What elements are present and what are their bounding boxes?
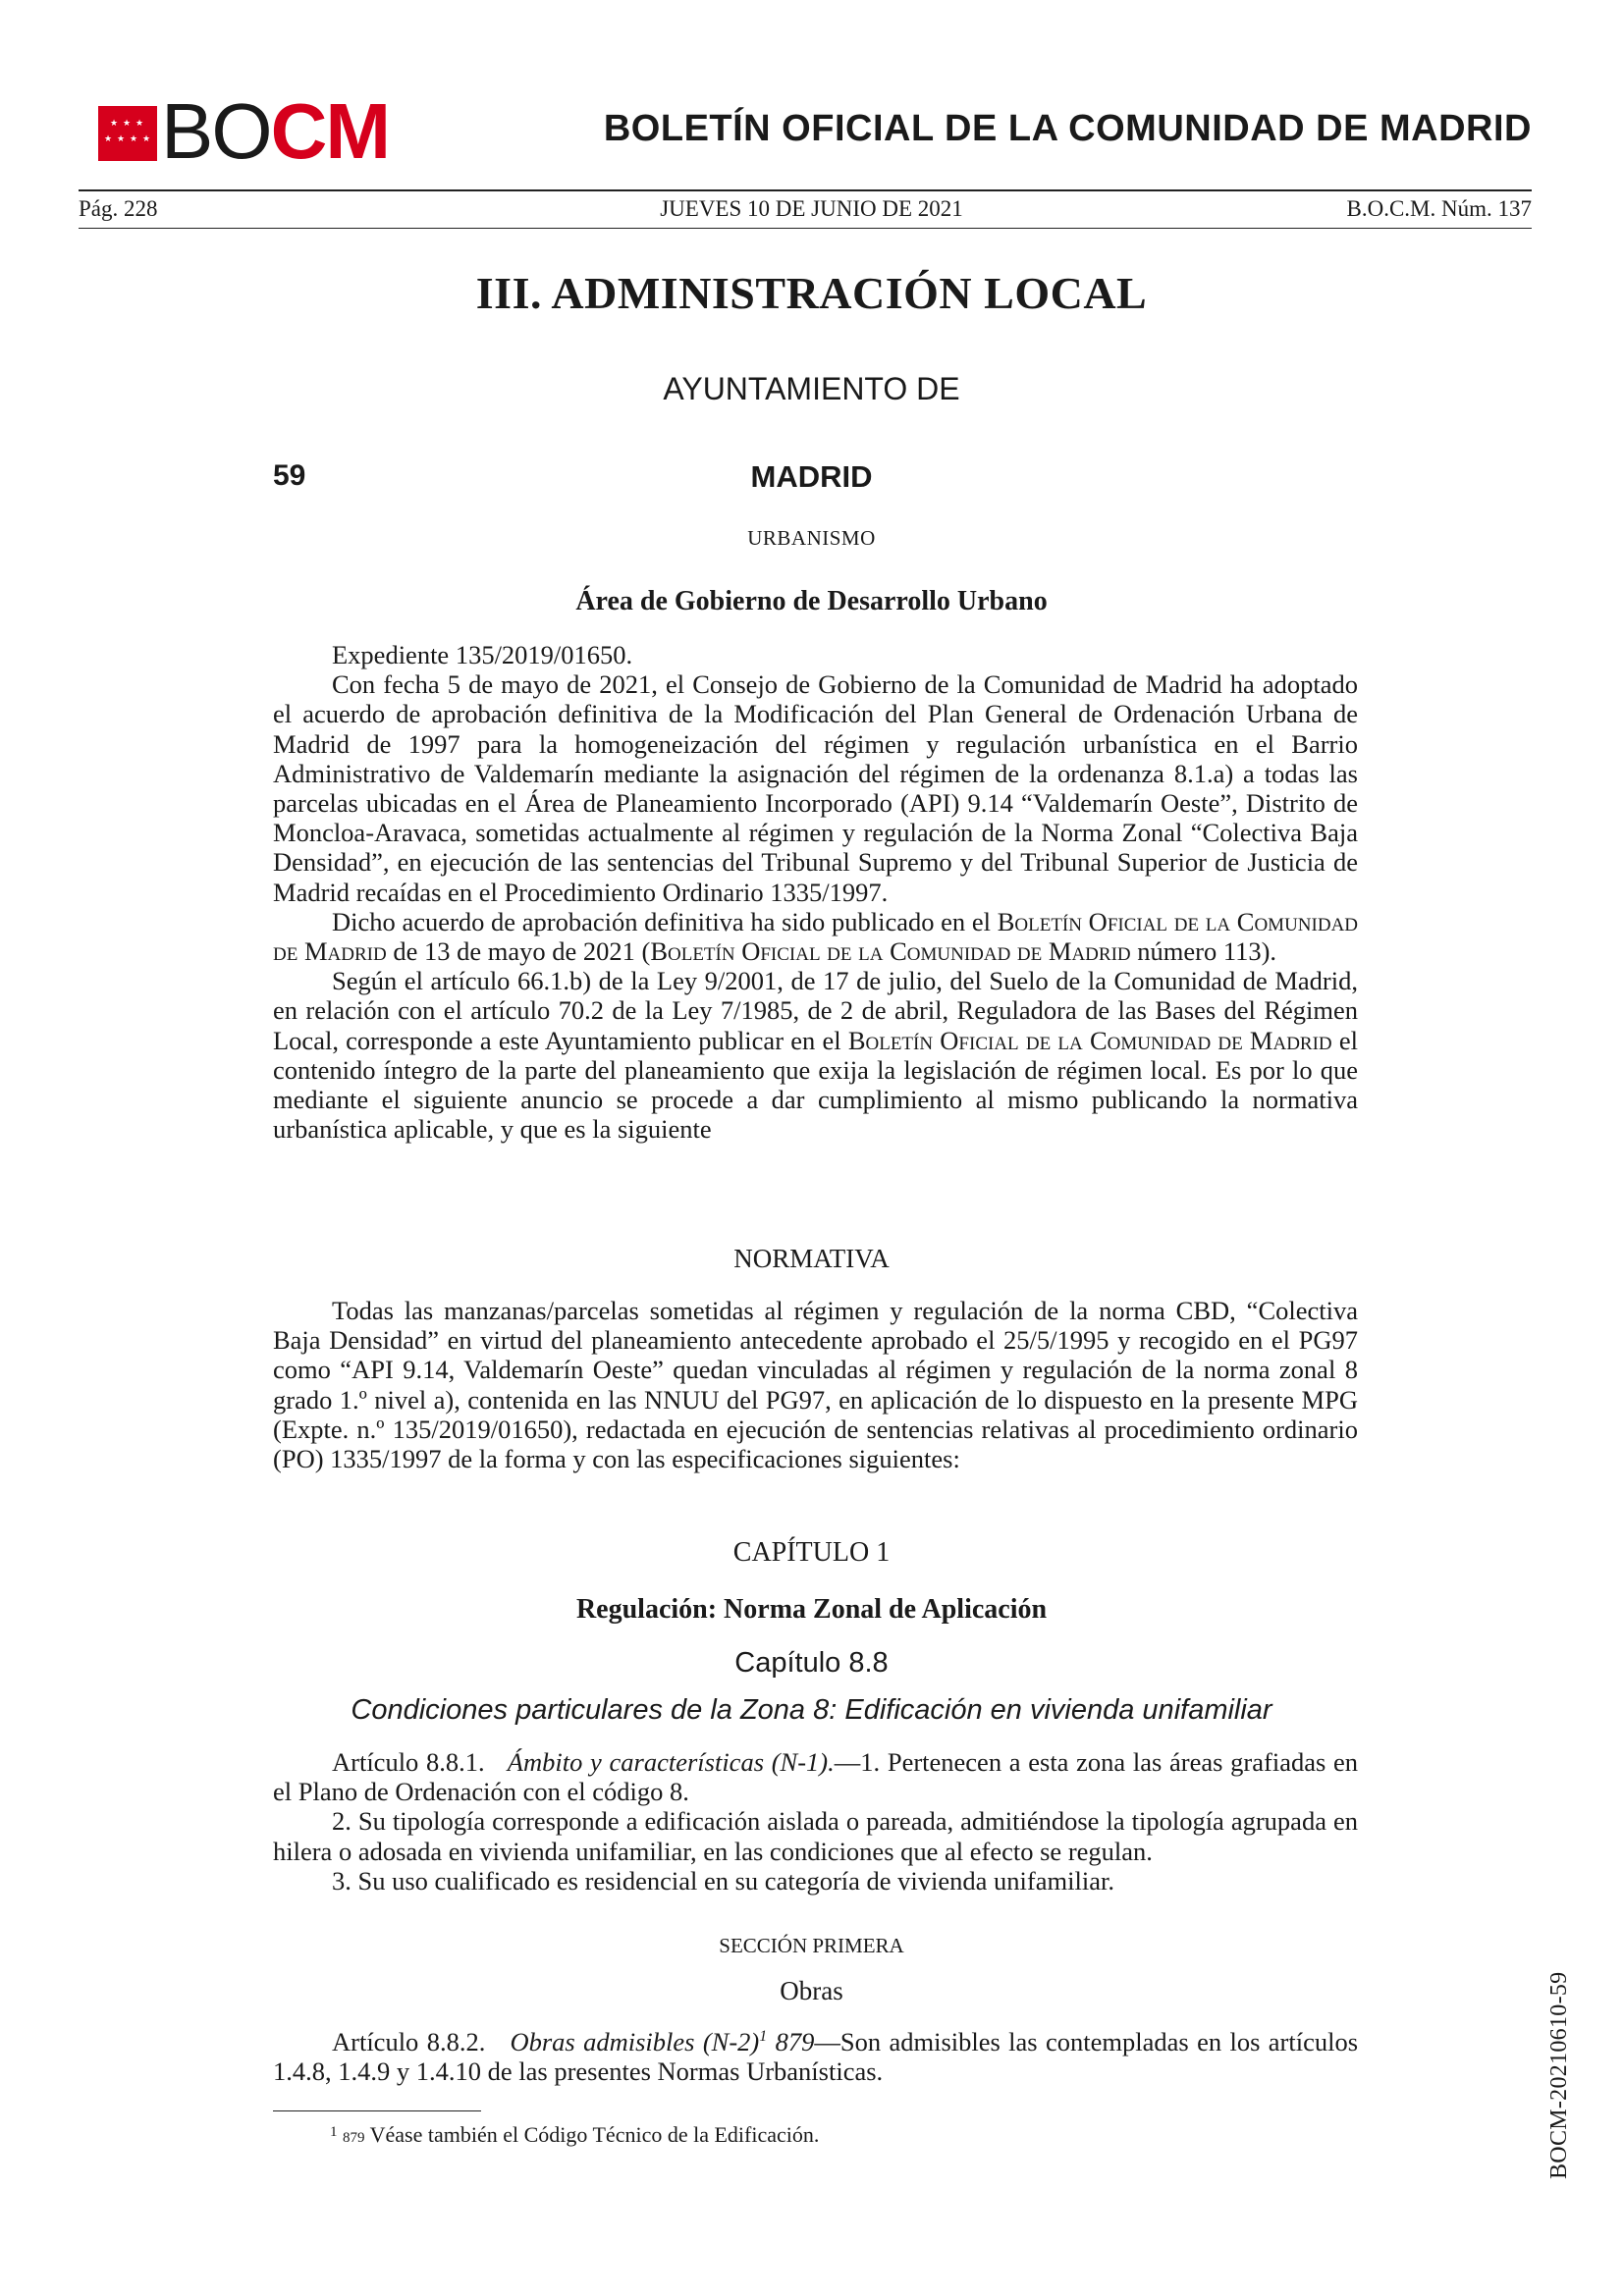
- city-name: MADRID: [750, 459, 873, 494]
- intro-paragraph-1: Con fecha 5 de mayo de 2021, el Consejo de Gobierno de la Comunidad de Madrid ha adoptado el acuerdo de aprobación definitiva de la Modificación del Plan General de Ordenación Urbana de Madrid de 1997 para la homogeneización del régimen y regulación urbanística en el Barrio Administrativo de Valdemarín mediante la asignación del régimen de la ordenanza 8.1.a) a todas las parcelas ubicadas en el Área de Planeamiento Incorporado (API) 9.14 “Valdemarín Oeste”, Distrito de Moncloa-Aravaca, sometidas actualmente al régimen y regulación de la Norma Zonal “Colectiva Baja Densidad”, en ejecución de las sentencias del Tribunal Supremo y del Tribunal Superior de Justicia de Madrid recaídas en el Procedimiento Ordinario 1335/1997.: [273, 669, 1358, 907]
- page-number: Pág. 228: [79, 196, 158, 221]
- article-8-8-2: [273, 2027, 1358, 2086]
- madrid-flag-icon: ★ ★ ★ ★ ★ ★ ★: [98, 106, 157, 161]
- header-rule-bottom: [79, 228, 1532, 229]
- article-1-paragraph-1: Artículo 8.8.1. Ámbito y características (N-1).—1. Pertenecen a esta zona las áreas grafiadas en el Plano de Ordenación con el código 8.: [273, 1747, 1358, 1807]
- subchapter-title: Condiciones particulares de la Zona 8: Edificación en vivienda unifamiliar: [351, 1694, 1272, 1726]
- article-2-paragraph: Artículo 8.8.2. Obras admisibles $(N-2)^1$ 879—Son admisibles las contempladas en los artículos 1.4.8, 1.4.9 y 1.4.10 de las presentes Normas Urbanísticas.: [273, 2027, 1359, 2087]
- area-heading: Área de Gobierno de Desarrollo Urbano: [575, 586, 1048, 616]
- seccion-label: SECCIÓN PRIMERA: [719, 1934, 904, 1957]
- normativa-paragraph: Todas las manzanas/parcelas sometidas al régimen y regulación de la norma CBD, “Colectiva Baja Densidad” en virtud del planeamiento antecedente aprobado el 25/5/1995 y recogido en el PG97 como “API 9.14, Valdemarín Oeste” quedan vinculadas al régimen y regulación de la norma zonal 8 grado 1.º nivel a), contenida en las NNUU del PG97, en aplicación de lo dispuesto en la presente MPG (Expte. n.º 135/2019/01650), redactada en ejecución de sentencias relativas al procedimiento ordinario (PO) 1335/1997 de la forma y con las especificaciones siguientes:: [273, 1296, 1358, 1474]
- bocm-logo: [98, 87, 393, 175]
- department-label: URBANISMO: [747, 526, 876, 550]
- footnote: $^1$ 879 Véase también el Código Técnico de la Edificación.: [330, 2122, 820, 2147]
- subchapter-label: Capítulo 8.8: [734, 1647, 889, 1679]
- footnote-ref[interactable]: 1: [759, 2028, 768, 2046]
- intro-text: [273, 640, 1358, 1144]
- section-title: III. ADMINISTRACIÓN LOCAL: [475, 268, 1148, 318]
- article-1-paragraph-3: 3. Su uso cualificado es residencial en su categoría de vivienda unifamiliar.: [332, 1865, 1114, 1896]
- normativa-title: NORMATIVA: [733, 1244, 890, 1273]
- article-8-8-1: [273, 1747, 1358, 1896]
- footnote-rule: [273, 2110, 481, 2111]
- entry-number: 59: [273, 459, 306, 492]
- normativa-text: [273, 1296, 1358, 1473]
- document-code: BOCM-20210610-59: [1546, 1971, 1572, 2179]
- issue-number: B.O.C.M. Núm. 137: [1346, 196, 1532, 221]
- chapter-title: Regulación: Norma Zonal de Aplicación: [575, 1594, 1048, 1625]
- chapter-label: CAPÍTULO 1: [732, 1537, 891, 1568]
- logo-wordmark: BOCM: [161, 87, 390, 175]
- header-rule-top: [79, 189, 1532, 191]
- intro-paragraph-3: Según el artículo 66.1.b) de la Ley 9/2001, de 17 de julio, del Suelo de la Comunidad de Madrid, en relación con el artículo 70.2 de la Ley 7/1985, de 2 de abril, Reguladora de las Bases del Régimen Local, corresponde a este Ayuntamiento publicar en el Boletín Oficial de la Comunidad de Madrid el contenido íntegro de la parte del planeamiento que exija la legislación de régimen local. Es por lo que mediante el siguiente anuncio se procede a dar cumplimiento al mismo publicando la normativa urbanística aplicable, y que es la siguiente: [273, 966, 1358, 1145]
- publication-title: BOLETÍN OFICIAL DE LA COMUNIDAD DE MADRID: [603, 108, 1532, 149]
- article-1-paragraph-2: 2. Su tipología corresponde a edificación aislada o pareada, admitiéndose la tipología agrupada en hilera o adosada en vivienda unifamiliar, en las condiciones que al efecto se regulan.: [273, 1806, 1358, 1866]
- expediente-line: Expediente 135/2019/01650.: [332, 640, 633, 669]
- intro-paragraph-2: Dicho acuerdo de aprobación definitiva ha sido publicado en el Boletín Oficial de la Comunidad de Madrid de 13 de mayo de 2021 (Boletín Oficial de la Comunidad de Madrid número 113).: [273, 906, 1359, 967]
- seccion-title: Obras: [780, 1976, 843, 2005]
- ayuntamiento-label: AYUNTAMIENTO DE: [663, 371, 960, 406]
- publication-date: JUEVES 10 DE JUNIO DE 2021: [660, 196, 963, 221]
